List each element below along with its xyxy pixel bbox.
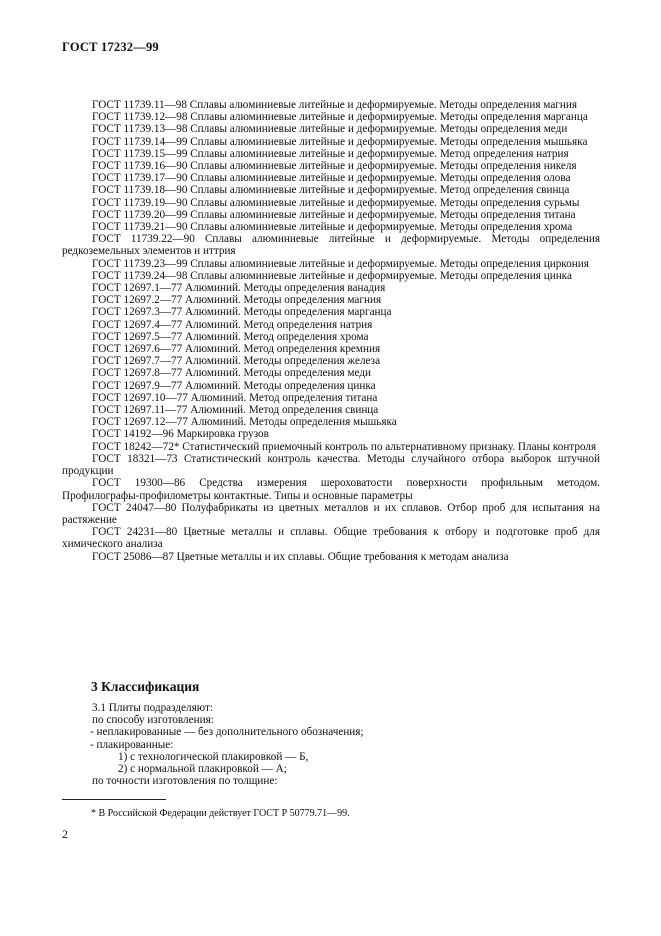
classification-text xyxy=(62,702,600,787)
reference-item: ГОСТ 19300—86 Средства измерения шероховатости поверхности профильным методом. Профилографы-профилометры контактные. Типы и основные параметры xyxy=(62,477,600,502)
reference-item: ГОСТ 11739.15—99 Сплавы алюминиевые литейные и деформируемые. Метод определения натрия xyxy=(92,147,569,160)
reference-item: ГОСТ 12697.5—77 Алюминий. Метод определения хрома xyxy=(92,330,369,343)
list-item-unclad: - неплакированные — без дополнительного обозначения; xyxy=(90,726,364,739)
reference-item: ГОСТ 12697.10—77 Алюминий. Метод определения титана xyxy=(92,391,378,404)
reference-item: ГОСТ 12697.6—77 Алюминий. Метод определения кремния xyxy=(92,343,381,356)
reference-item: ГОСТ 11739.21—90 Сплавы алюминиевые литейные и деформируемые. Методы определения хрома xyxy=(92,221,573,234)
section-title: 3 Классификация xyxy=(91,679,200,694)
reference-item: ГОСТ 11739.24—98 Сплавы алюминиевые литейные и деформируемые. Методы определения цинка xyxy=(92,269,572,282)
reference-item: ГОСТ 12697.9—77 Алюминий. Методы определения цинка xyxy=(92,379,376,392)
reference-item: ГОСТ 11739.23—99 Сплавы алюминиевые литейные и деформируемые. Методы определения циркония xyxy=(92,257,589,270)
reference-item: ГОСТ 24231—80 Цветные металлы и сплавы. Общие требования к отбору и подготовке проб для химического анализа xyxy=(62,526,600,551)
sub-item-normal: 2) с нормальной плакировкой — А; xyxy=(118,763,287,776)
reference-item: ГОСТ 11739.18—90 Сплавы алюминиевые литейные и деформируемые. Метод определения свинца xyxy=(92,184,570,197)
reference-item: ГОСТ 12697.12—77 Алюминий. Методы определения мышьяка xyxy=(92,416,397,429)
reference-item: ГОСТ 12697.11—77 Алюминий. Метод определения свинца xyxy=(92,404,379,417)
reference-item: ГОСТ 11739.14—99 Сплавы алюминиевые литейные и деформируемые. Методы определения мышьяка xyxy=(92,135,588,148)
by-method-label: по способу изготовления: xyxy=(92,714,214,727)
reference-item: ГОСТ 12697.3—77 Алюминий. Методы определения марганца xyxy=(92,306,392,319)
reference-item: ГОСТ 11739.11—98 Сплавы алюминиевые литейные и деформируемые. Методы определения магния xyxy=(92,99,577,111)
reference-item: ГОСТ 12697.4—77 Алюминий. Метод определения натрия xyxy=(92,318,373,331)
reference-item: ГОСТ 25086—87 Цветные металлы и их сплавы. Общие требования к методам анализа xyxy=(92,550,509,563)
by-accuracy-label: по точности изготовления по толщине: xyxy=(92,775,278,788)
list-item-clad: - плакированные: xyxy=(90,738,174,751)
footnote-divider xyxy=(62,799,166,800)
reference-item: ГОСТ 12697.7—77 Алюминий. Методы определения железа xyxy=(92,355,381,368)
reference-item: ГОСТ 12697.8—77 Алюминий. Методы определения меди xyxy=(92,367,371,380)
document-header: ГОСТ 17232—99 xyxy=(62,40,159,54)
reference-item: ГОСТ 11739.22—90 Сплавы алюминиевые литейные и деформируемые. Методы определения редкоземельных элементов и иттрия xyxy=(62,233,600,258)
reference-item: ГОСТ 11739.20—99 Сплавы алюминиевые литейные и деформируемые. Методы определения титана xyxy=(92,208,576,221)
sub-item-technological: 1) с технологической плакировкой — Б, xyxy=(118,750,309,763)
reference-item: ГОСТ 18242—72* Статистический приемочный контроль по альтернативному признаку. Планы контроля xyxy=(92,440,597,453)
reference-item: ГОСТ 12697.1—77 Алюминий. Методы определения ванадия xyxy=(92,282,386,295)
normative-references-list xyxy=(62,99,600,563)
footnote: * В Российской Федерации действует ГОСТ Р 50779.71—99. xyxy=(91,808,350,819)
reference-item: ГОСТ 14192—96 Маркировка грузов xyxy=(92,428,269,441)
reference-item: ГОСТ 11739.12—98 Сплавы алюминиевые литейные и деформируемые. Методы определения марганца xyxy=(92,111,588,124)
reference-item: ГОСТ 12697.2—77 Алюминий. Методы определения магния xyxy=(92,294,382,307)
page-number: 2 xyxy=(62,827,68,841)
reference-item: ГОСТ 24047—80 Полуфабрикаты из цветных металлов и их сплавов. Отбор проб для испытания на растяжение xyxy=(62,501,600,526)
reference-item: ГОСТ 11739.19—90 Сплавы алюминиевые литейные и деформируемые. Методы определения сурьмы xyxy=(92,196,580,209)
reference-item: ГОСТ 18321—73 Статистический контроль качества. Методы случайного отбора выборок штучной продукции xyxy=(62,452,600,478)
reference-item: ГОСТ 11739.17—90 Сплавы алюминиевые литейные и деформируемые. Методы определения олова xyxy=(92,172,571,185)
clause-3-1: 3.1 Плиты подразделяют: xyxy=(92,702,213,714)
reference-item: ГОСТ 11739.16—90 Сплавы алюминиевые литейные и деформируемые. Методы определения никеля xyxy=(92,160,577,173)
reference-item: ГОСТ 11739.13—98 Сплавы алюминиевые литейные и деформируемые. Методы определения меди xyxy=(92,123,568,136)
